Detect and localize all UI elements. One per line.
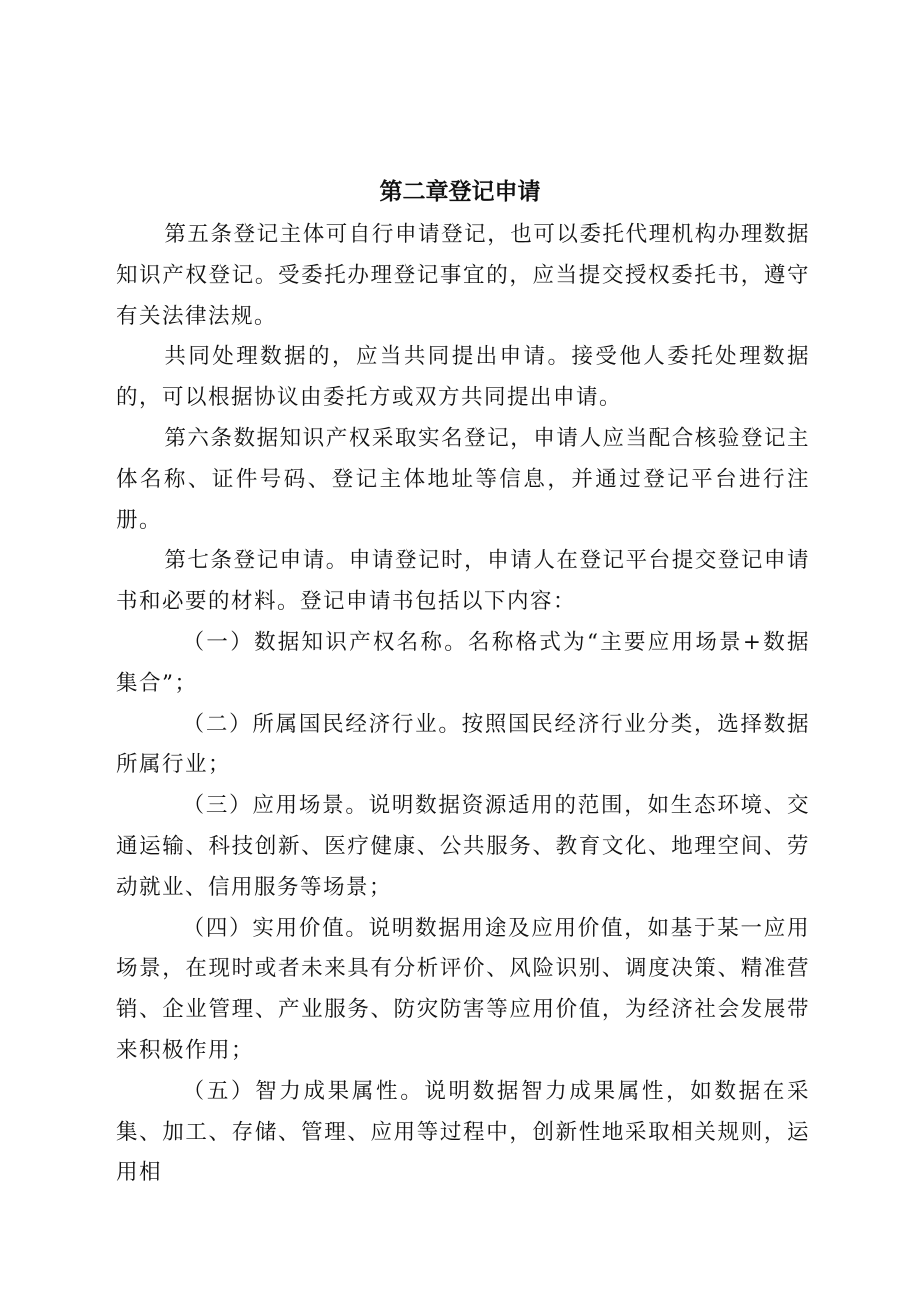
article-6-paragraph: 第六条数据知识产权采取实名登记，申请人应当配合核验登记主体名称、证件号码、登记主体地址等信息，并通过登记平台进行注册。 <box>116 425 810 533</box>
item-5-attribute: （五）智力成果属性。说明数据智力成果属性，如数据在采集、加工、存储、管理、应用等过程中，创新性地采取相关规则，运用相 <box>116 1078 810 1186</box>
chapter-title: 第二章登记申请 <box>379 179 541 205</box>
item-4-value: （四）实用价值。说明数据用途及应用价值，如基于某一应用场景，在现时或者未来具有分析评价、风险识别、调度决策、精准营销、企业管理、产业服务、防灾防害等应用价值，为经济社会发展带来积极作用； <box>116 915 810 1063</box>
item-3-scenario: （三）应用场景。说明数据资源适用的范围，如生态环境、交通运输、科技创新、医疗健康、公共服务、教育文化、地理空间、劳动就业、信用服务等场景； <box>116 793 810 900</box>
article-7-paragraph: 第七条登记申请。申请登记时，申请人在登记平台提交登记申请书和必要的材料。登记申请书包括以下内容： <box>116 548 810 615</box>
item-1-name: （一）数据知识产权名称。名称格式为“主要应用场景+数据集合”； <box>116 629 810 696</box>
document-body <box>116 215 810 1194</box>
joint-processing-paragraph: 共同处理数据的，应当共同提出申请。接受他人委托处理数据的，可以根据协议由委托方或双方共同提出申请。 <box>116 344 810 411</box>
article-5-paragraph: 第五条登记主体可自行申请登记，也可以委托代理机构办理数据知识产权登记。受委托办理登记事宜的，应当提交授权委托书，遵守有关法律法规。 <box>116 222 810 329</box>
item-2-industry: （二）所属国民经济行业。按照国民经济行业分类，选择数据所属行业； <box>116 711 810 778</box>
